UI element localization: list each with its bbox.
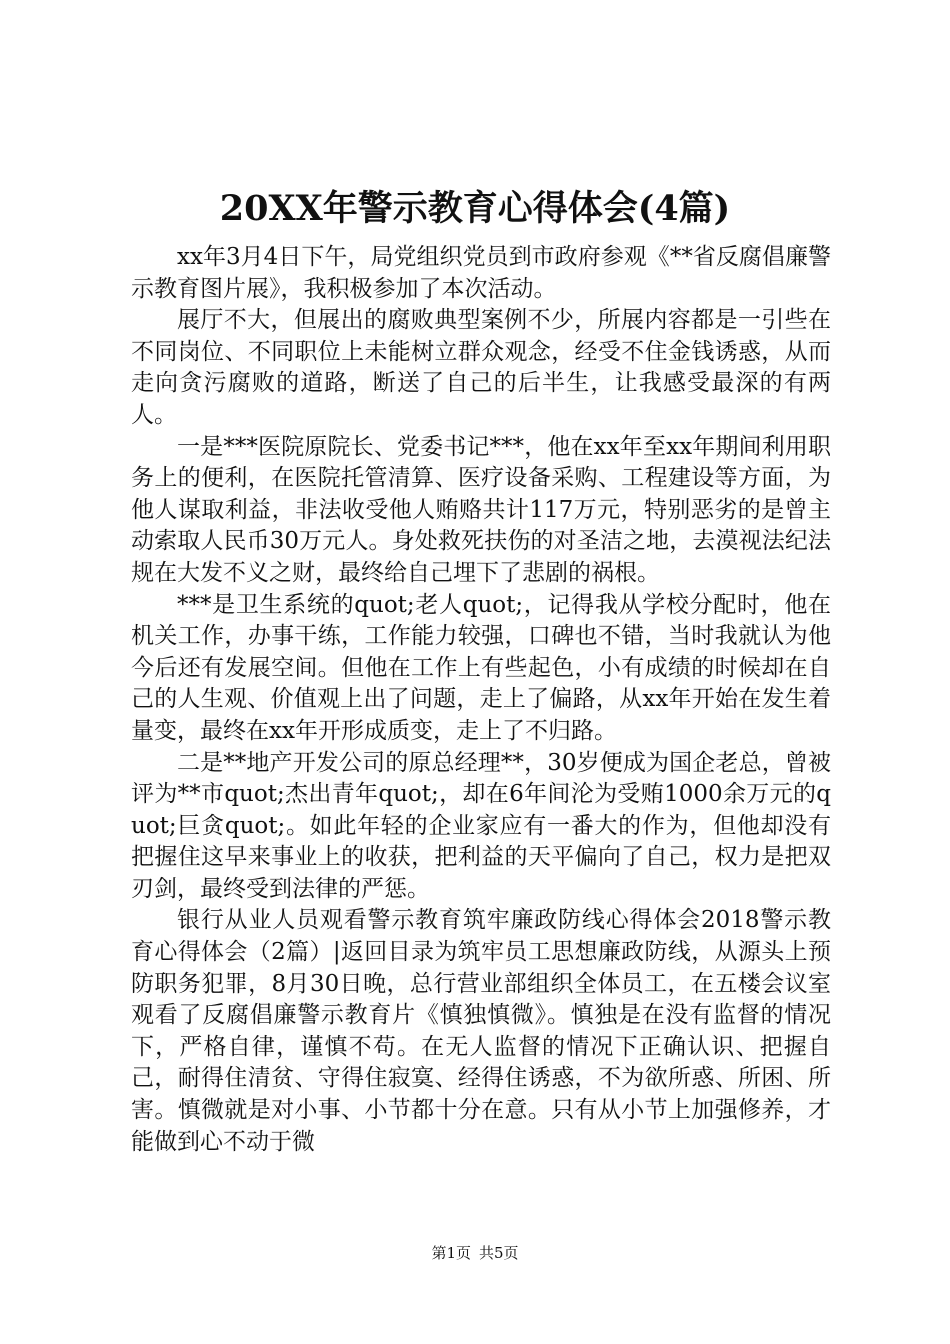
paragraph: 银行从业人员观看警示教育筑牢廉政防线心得体会2018警示教育心得体会（2篇）|返回目录为筑牢员工思想廉政防线，从源头上预防职务犯罪，8月30日晚，总行营业部组织全体员工，在五楼会议室观看了反腐倡廉警示教育片《慎独慎微》。慎独是在没有监督的情况下，严格自律，谨慎不苟。在无人监督的情况下正确认识、把握自己，耐得住清贫、守得住寂寞、经得住诱惑，不为欲所惑、所困、所害。慎微就是对小事、小节都十分在意。只有从小节上加强修养，才能做到心不动于微 bbox=[131, 907, 831, 1155]
paragraph: 展厅不大，但展出的腐败典型案例不少，所展内容都是一引些在不同岗位、不同职位上未能树立群众观念，经受不住金钱诱惑，从而走向贪污腐败的道路，断送了自己的后半生，让我感受最深的有两人。 bbox=[131, 307, 831, 428]
paragraph: xx年3月4日下午，局党组织党员到市政府参观《**省反腐倡廉警示教育图片展》，我积极参加了本次活动。 bbox=[131, 244, 831, 302]
page-footer bbox=[0, 1243, 950, 1263]
paragraph: 一是***医院原院长、党委书记***，他在xx年至xx年期间利用职务上的便利，在医院托管清算、医疗设备采购、工程建设等方面，为他人谋取利益，非法收受他人贿赂共计117万元，特别恶劣的是曾主动索取人民币30万元人。身处救死扶伤的对圣洁之地，去漠视法纪法规在大发不义之财，最终给自己埋下了悲剧的祸根。 bbox=[131, 433, 831, 586]
page-total: 共5页 bbox=[479, 1244, 519, 1262]
paragraph: ***是卫生系统的quot;老人quot;，记得我从学校分配时，他在机关工作，办事干练，工作能力较强，口碑也不错，当时我就认为他今后还有发展空间。但他在工作上有些起色，小有成绩的时候却在自己的人生观、价值观上出了问题，走上了偏路，从xx年开始在发生着量变，最终在xx年开形成质变，走上了不归路。 bbox=[131, 591, 831, 744]
document-title: 20XX年警示教育心得体会(4篇) bbox=[219, 188, 731, 229]
document-body bbox=[131, 242, 831, 1158]
paragraph: 二是**地产开发公司的原总经理**，30岁便成为国企老总，曾被评为**市quot;杰出青年quot;，却在6年间沦为受贿1000余万元的quot;巨贪quot;。如此年轻的企业家应有一番大的作为，但他却没有把握住这早来事业上的收获，把利益的天平偏向了自己，权力是把双刃剑，最终受到法律的严惩。 bbox=[131, 749, 831, 902]
page-number: 第1页 bbox=[431, 1244, 471, 1262]
